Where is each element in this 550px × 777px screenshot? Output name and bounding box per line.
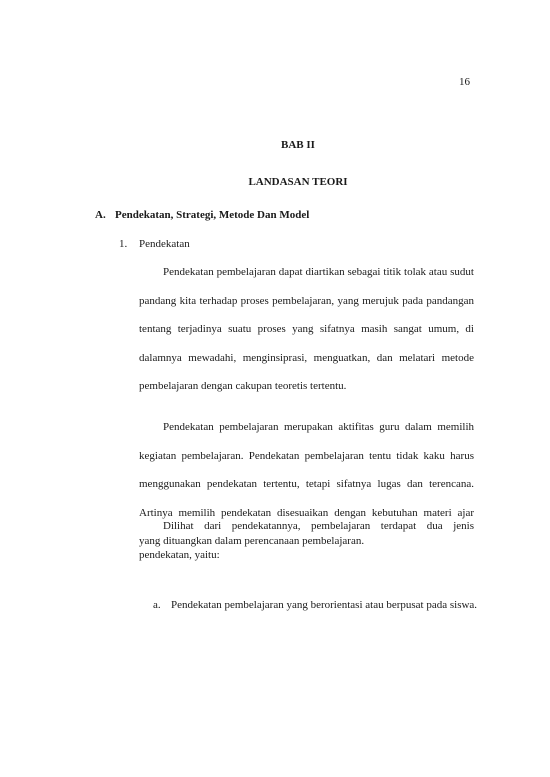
- chapter-label: BAB II: [281, 139, 315, 151]
- section-marker: A.: [95, 209, 106, 221]
- list-text: Pendekatan pembelajaran yang berorientasi atau berpusat pada siswa.: [171, 599, 478, 611]
- paragraph: Pendekatan pembelajaran merupakan aktifitas guru dalam memilih kegiatan pembelajaran. Pendekatan pembelajaran tentu tidak kaku harus menggunakan pendekatan tertentu, tetapi sifatnya lugas dan terencana. Artinya memilih pendekatan disesuaikan dengan kebutuhan materi ajar yang dituangkan dalam perencanaan pembelajaran.: [139, 421, 474, 547]
- list-marker: a.: [153, 599, 161, 611]
- section-heading: [95, 209, 309, 221]
- paragraph: Dilihat dari pendekatannya, pembelajaran terdapat dua jenis pendekatan, yaitu:: [139, 520, 474, 561]
- subsection-marker: 1.: [119, 238, 128, 250]
- chapter-title: LANDASAN TEORI: [248, 176, 348, 188]
- paragraph: Pendekatan pembelajaran dapat diartikan sebagai titik tolak atau sudut pandang kita terhadap proses pembelajaran, yang merujuk pada pandangan tentang terjadinya suatu proses yang sifatnya masih sangat umum, di dalamnya mewadahi, menginsiprasi, menguatkan, dan melatari metode pembelajaran dengan cakupan teoretis tertentu.: [139, 266, 474, 392]
- subsection-title: Pendekatan: [139, 238, 190, 250]
- list-item: [153, 599, 477, 611]
- page-number: 16: [459, 76, 470, 88]
- section-title: Pendekatan, Strategi, Metode Dan Model: [115, 209, 310, 221]
- subsection-heading: [119, 238, 190, 250]
